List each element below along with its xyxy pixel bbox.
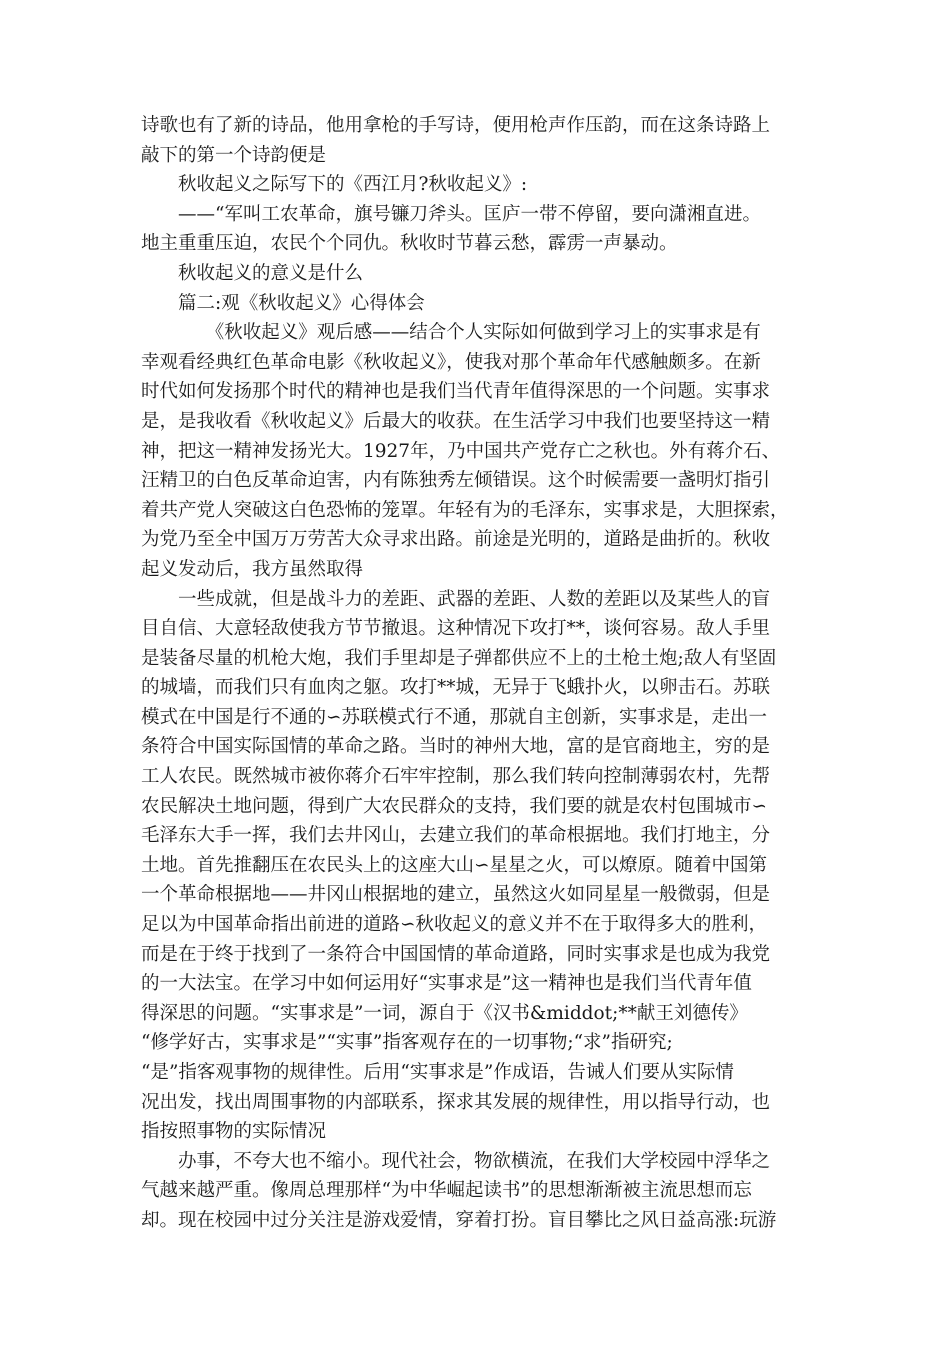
text-line: 模式在中国是行不通的∽苏联模式行不通，那就自主创新，实事求是，走出一 <box>141 706 768 728</box>
text-line: 条符合中国实际国情的革命之路。当时的神州大地，富的是官商地主，穷的是 <box>141 736 771 758</box>
text-line: 指按照事物的实际情况 <box>141 1121 327 1143</box>
text-line: 的城墙，而我们只有血肉之躯。攻打**城，无异于飞蛾扑火，以卵击石。苏联 <box>141 677 771 699</box>
text-line: ——“军叫工农革命，旗号镰刀斧头。匡庐一带不停留，要向潇湘直进。 <box>141 203 761 225</box>
text-line: 起义发动后，我方虽然取得 <box>141 558 364 580</box>
document-body <box>141 111 821 1236</box>
text-line: 毛泽东大手一挥，我们去井冈山，去建立我们的革命根据地。我们打地主，分 <box>141 825 771 847</box>
text-line: 是装备尽量的机枪大炮，我们手里却是子弹都供应不上的土枪土炮;敌人有坚固 <box>141 647 777 669</box>
text-line: 诗歌也有了新的诗品，他用拿枪的手写诗，便用枪声作压韵，而在这条诗路上 <box>141 115 771 136</box>
text-line: 而是在于终于找到了一条符合中国国情的革命道路，同时实事求是也成为我党 <box>141 943 771 965</box>
text-line: 一些成就，但是战斗力的差距、武器的差距、人数的差距以及某些人的盲 <box>141 588 771 610</box>
text-line: 敲下的第一个诗韵便是 <box>141 144 327 166</box>
text-line: 幸观看经典红色革命电影《秋收起义》，使我对那个革命年代感触颇多。在新 <box>141 351 761 373</box>
text-line: 办事，不夸大也不缩小。现代社会，物欲横流，在我们大学校园中浮华之 <box>141 1150 771 1172</box>
text-line: 汪精卫的白色反革命迫害，内有陈独秀左倾错误。这个时候需要一盏明灯指引 <box>141 470 771 492</box>
text-line: 《秋收起义》观后感——结合个人实际如何做到学习上的实事求是有 <box>141 322 761 344</box>
text-line: 神，把这一精神发扬光大。1927年，乃中国共产党存亡之秋也。外有蒋介石、 <box>141 440 781 462</box>
text-line: 为党乃至全中国万万劳苦大众寻求出路。前途是光明的，道路是曲折的。秋收 <box>141 529 771 551</box>
text-line: 却。现在校园中过分关注是游戏爱情，穿着打扮。盲目攀比之风日益高涨:玩游 <box>141 1209 777 1231</box>
section-heading: 篇二:观《秋收起义》心得体会 <box>141 292 425 314</box>
text-line: 一个革命根据地——井冈山根据地的建立，虽然这火如同星星一般微弱，但是 <box>141 884 771 906</box>
text-line: 况出发，找出周围事物的内部联系，探求其发展的规律性，用以指导行动，也 <box>141 1091 771 1113</box>
text-line: 气越来越严重。像周总理那样“为中华崛起读书”的思想渐渐被主流思想而忘 <box>141 1180 752 1202</box>
text-line: “是”指客观事物的规律性。后用“实事求是”作成语，告诫人们要从实际情 <box>141 1062 734 1083</box>
text-line: 的一大法宝。在学习中如何运用好“实事求是”这一精神也是我们当代青年值 <box>141 973 752 995</box>
text-line: 着共产党人突破这白色恐怖的笼罩。年轻有为的毛泽东，实事求是，大胆探索， <box>141 499 789 521</box>
text-line: 目自信、大意轻敌使我方节节撤退。这种情况下攻打**，谈何容易。敌人手里 <box>141 618 771 640</box>
text-line: 地主重重压迫，农民个个同仇。秋收时节暮云愁，霹雳一声暴动。 <box>141 233 678 255</box>
text-line: 是，是我收看《秋收起义》后最大的收获。在生活学习中我们也要坚持这一精 <box>141 410 771 432</box>
text-line: 得深思的问题。“实事求是”一词，源自于《汉书&middot;**献王刘德传》 <box>141 1002 748 1024</box>
text-line: 足以为中国革命指出前进的道路∽秋收起义的意义并不在于取得多大的胜利， <box>141 914 768 936</box>
text-line: “修学好古，实事求是”“实事”指客观存在的一切事物;“求”指研究; <box>141 1032 673 1054</box>
text-line: 时代如何发扬那个时代的精神也是我们当代青年值得深思的一个问题。实事求 <box>141 381 771 403</box>
text-line: 秋收起义之际写下的《西江月?秋收起义》: <box>141 174 528 196</box>
text-line: 农民解决土地问题，得到广大农民群众的支持，我们要的就是农村包围城市∽ <box>141 795 768 817</box>
section-heading: 秋收起义的意义是什么 <box>141 262 364 284</box>
text-line: 工人农民。既然城市被你蒋介石牢牢控制，那么我们转向控制薄弱农村，先帮 <box>141 766 771 788</box>
text-line: 土地。首先推翻压在农民头上的这座大山∽星星之火，可以燎原。随着中国第 <box>141 854 768 876</box>
